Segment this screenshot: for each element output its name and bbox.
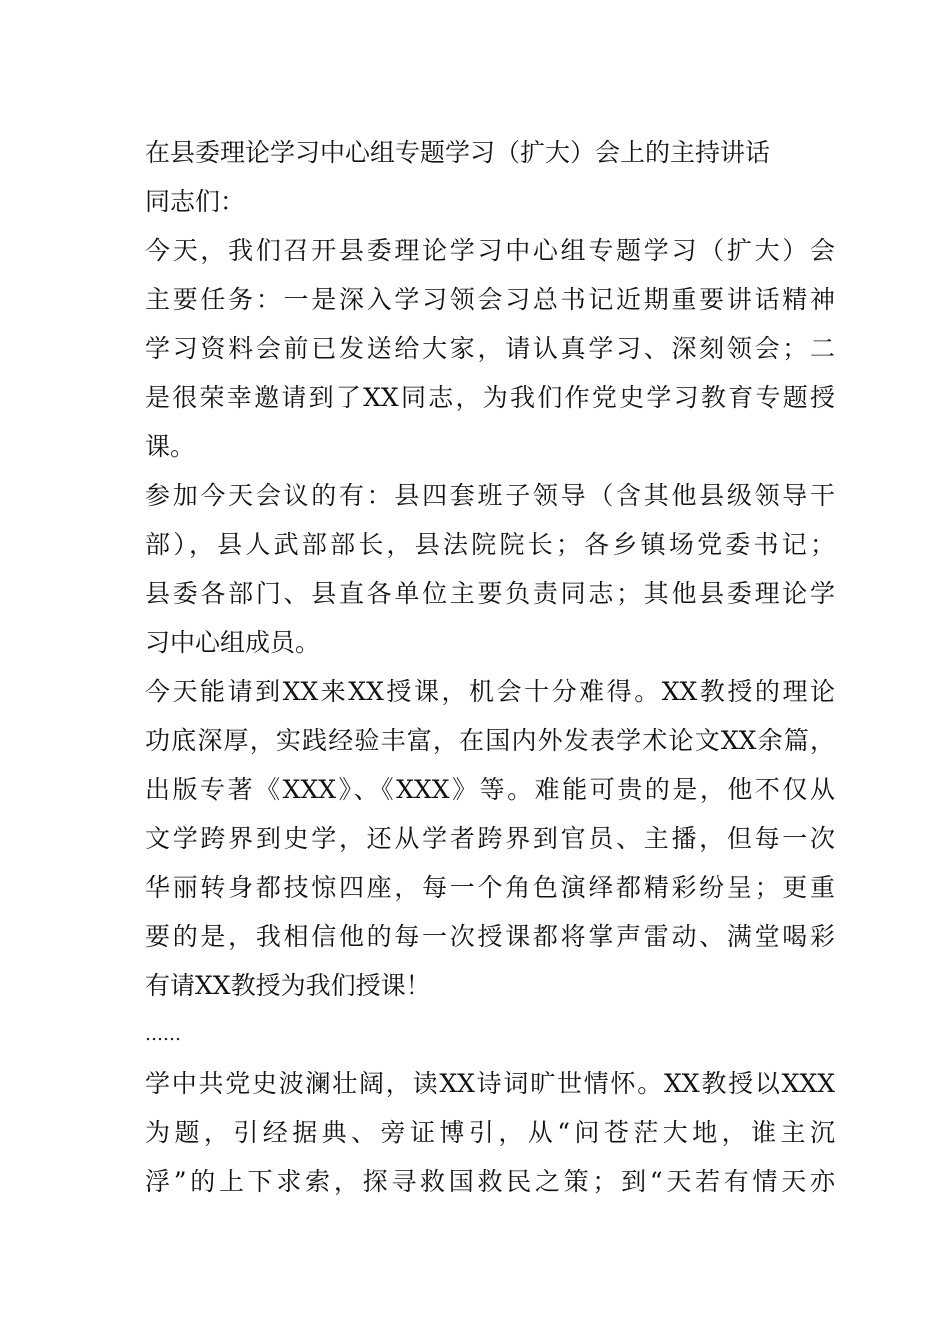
body-line: 华丽转身都技惊四座，每一个角色演绎都精彩纷呈；更重	[145, 873, 835, 902]
body-line: 县委各部门、县直各单位主要负责同志；其他县委理论学	[145, 579, 835, 608]
body-line: 参加今天会议的有：县四套班子领导（含其他县级领导干	[145, 481, 835, 510]
ellipsis-line: ……	[145, 1024, 181, 1045]
body-line: 出版专著《XXX》、《XXX》等。难能可贵的是，他不仅从	[145, 775, 835, 804]
body-line: 是很荣幸邀请到了XX同志，为我们作党史学习教育专题授	[145, 383, 835, 412]
document-title: 在县委理论学习中心组专题学习（扩大）会上的主持讲话	[145, 138, 771, 167]
body-line: 为题，引经据典、旁证博引，从“问苍茫大地，谁主沉	[145, 1118, 835, 1147]
document-body	[145, 128, 835, 1206]
body-line: 今天，我们召开县委理论学习中心组专题学习（扩大）会	[145, 236, 835, 265]
body-line: 今天能请到XX来XX授课，机会十分难得。XX教授的理论	[145, 677, 835, 706]
salutation-line: 同志们：	[145, 187, 246, 216]
body-line: 主要任务：一是深入学习领会习总书记近期重要讲话精神	[145, 285, 835, 314]
body-line: 浮”的上下求索，探寻救国救民之策；到“天若有情天亦	[145, 1167, 835, 1196]
body-line: 要的是，我相信他的每一次授课都将掌声雷动、满堂喝彩	[145, 922, 835, 951]
body-line: 文学跨界到史学，还从学者跨界到官员、主播，但每一次	[145, 824, 835, 853]
body-line: 学习资料会前已发送给大家，请认真学习、深刻领会；二	[145, 334, 835, 363]
body-line: 习中心组成员。	[145, 628, 321, 657]
body-line: 部），县人武部部长，县法院院长；各乡镇场党委书记；	[145, 530, 835, 559]
body-line: 学中共党史波澜壮阔，读XX诗词旷世情怀。XX教授以XXX	[145, 1069, 835, 1098]
body-line: 功底深厚，实践经验丰富，在国内外发表学术论文XX余篇，	[145, 726, 835, 755]
body-line: 课。	[145, 432, 196, 461]
body-line: 有请XX教授为我们授课！	[145, 971, 431, 1000]
